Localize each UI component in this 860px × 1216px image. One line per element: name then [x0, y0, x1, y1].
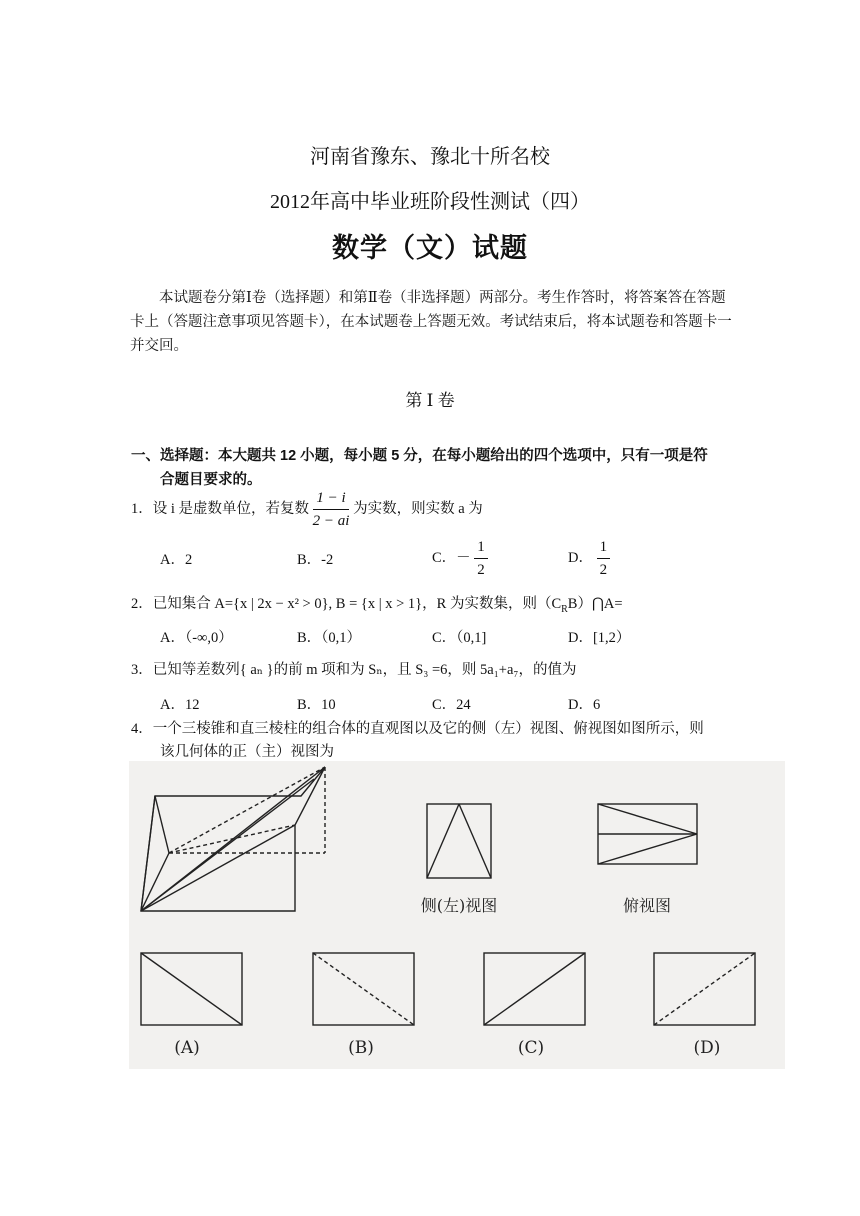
- q2-stem-tail: B）⋂A=: [567, 596, 623, 612]
- option-d-label: (D): [693, 1038, 721, 1058]
- option-d-diagram: [654, 953, 755, 1025]
- page-title: 数学（文）试题: [332, 233, 528, 263]
- q1-option-c-label: C．－: [432, 549, 471, 566]
- volume-heading: 第 Ⅰ 卷: [405, 391, 455, 410]
- q1-option-d-num: 1: [597, 536, 611, 559]
- q3-option-a[interactable]: A．12: [160, 697, 200, 713]
- q1-denominator: 2 − ai: [312, 513, 350, 529]
- q1-numerator: 1 − i: [313, 487, 350, 510]
- q1-option-a[interactable]: A．2: [160, 552, 193, 568]
- q1-option-c[interactable]: [432, 536, 488, 581]
- q2-subscript: R: [561, 603, 568, 615]
- q1-option-b[interactable]: B．-2: [297, 552, 334, 568]
- q1-fraction: [313, 487, 350, 532]
- q2-option-b[interactable]: B．（0,1）: [297, 630, 362, 646]
- q1-stem-start: 1．设 i 是虚数单位，若复数: [131, 500, 310, 517]
- q3-option-b[interactable]: B．10: [297, 697, 336, 713]
- question-4-line2: 该几何体的正（主）视图为: [160, 744, 334, 760]
- q1-option-c-num: 1: [474, 536, 488, 559]
- q1-option-d-fraction: [597, 536, 611, 581]
- q1-option-d-label: D．: [568, 549, 593, 566]
- option-a-diagram: [141, 953, 242, 1025]
- side-view-label: 侧(左)视图: [420, 896, 498, 915]
- q1-stem-end: 为实数，则实数 a 为: [353, 500, 483, 517]
- section-heading-line1: 一、选择题：本大题共 12 小题，每小题 5 分，在每小题给出的四个选项中，只有一项是符: [131, 448, 708, 464]
- section-heading-line2: 合题目要求的。: [160, 472, 262, 488]
- question-3: 3．已知等差数列{ aₙ }的前 m 项和为 Sₙ，且 S₃ =6，则 5a₁+a₇，的值为: [131, 662, 577, 678]
- q1-option-c-fraction: [474, 536, 488, 581]
- top-view-label: 俯视图: [622, 896, 672, 915]
- q1-option-d[interactable]: [568, 536, 610, 581]
- geometry-figure-svg: [129, 761, 785, 1069]
- question-1: [131, 487, 483, 532]
- q2-stem: 2．已知集合 A={x | 2x − x² > 0}, B = {x | x > 1}，R 为实数集，则（C: [131, 596, 562, 612]
- option-c-diagram: [484, 953, 585, 1025]
- q3-option-d[interactable]: D．6: [568, 697, 601, 713]
- exam-name-line: 2012年高中毕业班阶段性测试（四）: [270, 191, 590, 213]
- option-c-label: (C): [517, 1038, 545, 1058]
- q3-option-c[interactable]: C．24: [432, 697, 471, 713]
- side-view-diagram: [427, 804, 491, 878]
- solid-3d-view: [141, 767, 325, 911]
- option-b-label: (B): [348, 1038, 374, 1058]
- q1-option-d-den: 2: [599, 562, 608, 578]
- option-a-label: (A): [174, 1038, 200, 1058]
- section-heading: [131, 444, 736, 492]
- question-2: [131, 592, 623, 615]
- top-view-diagram: [598, 804, 697, 864]
- exam-school-line: 河南省豫东、豫北十所名校: [310, 146, 550, 168]
- question-4-line1: 4．一个三棱锥和直三棱柱的组合体的直观图以及它的侧（左）视图、俯视图如图所示，则: [131, 721, 704, 737]
- geometry-figure: [129, 761, 785, 1069]
- q2-option-c[interactable]: C．（0,1]: [432, 630, 487, 646]
- intro-paragraph: 本试题卷分第Ⅰ卷（选择题）和第Ⅱ卷（非选择题）两部分。考生作答时，将答案答在答题卡上（答题注意事项见答题卡），在本试题卷上答题无效。考试结束后，将本试题卷和答题卡一并交回。: [130, 290, 732, 354]
- q1-option-c-den: 2: [477, 562, 485, 578]
- q2-option-a[interactable]: A．（-∞,0）: [160, 630, 233, 646]
- option-b-diagram: [313, 953, 414, 1025]
- q2-option-d[interactable]: D．[1,2）: [568, 630, 631, 646]
